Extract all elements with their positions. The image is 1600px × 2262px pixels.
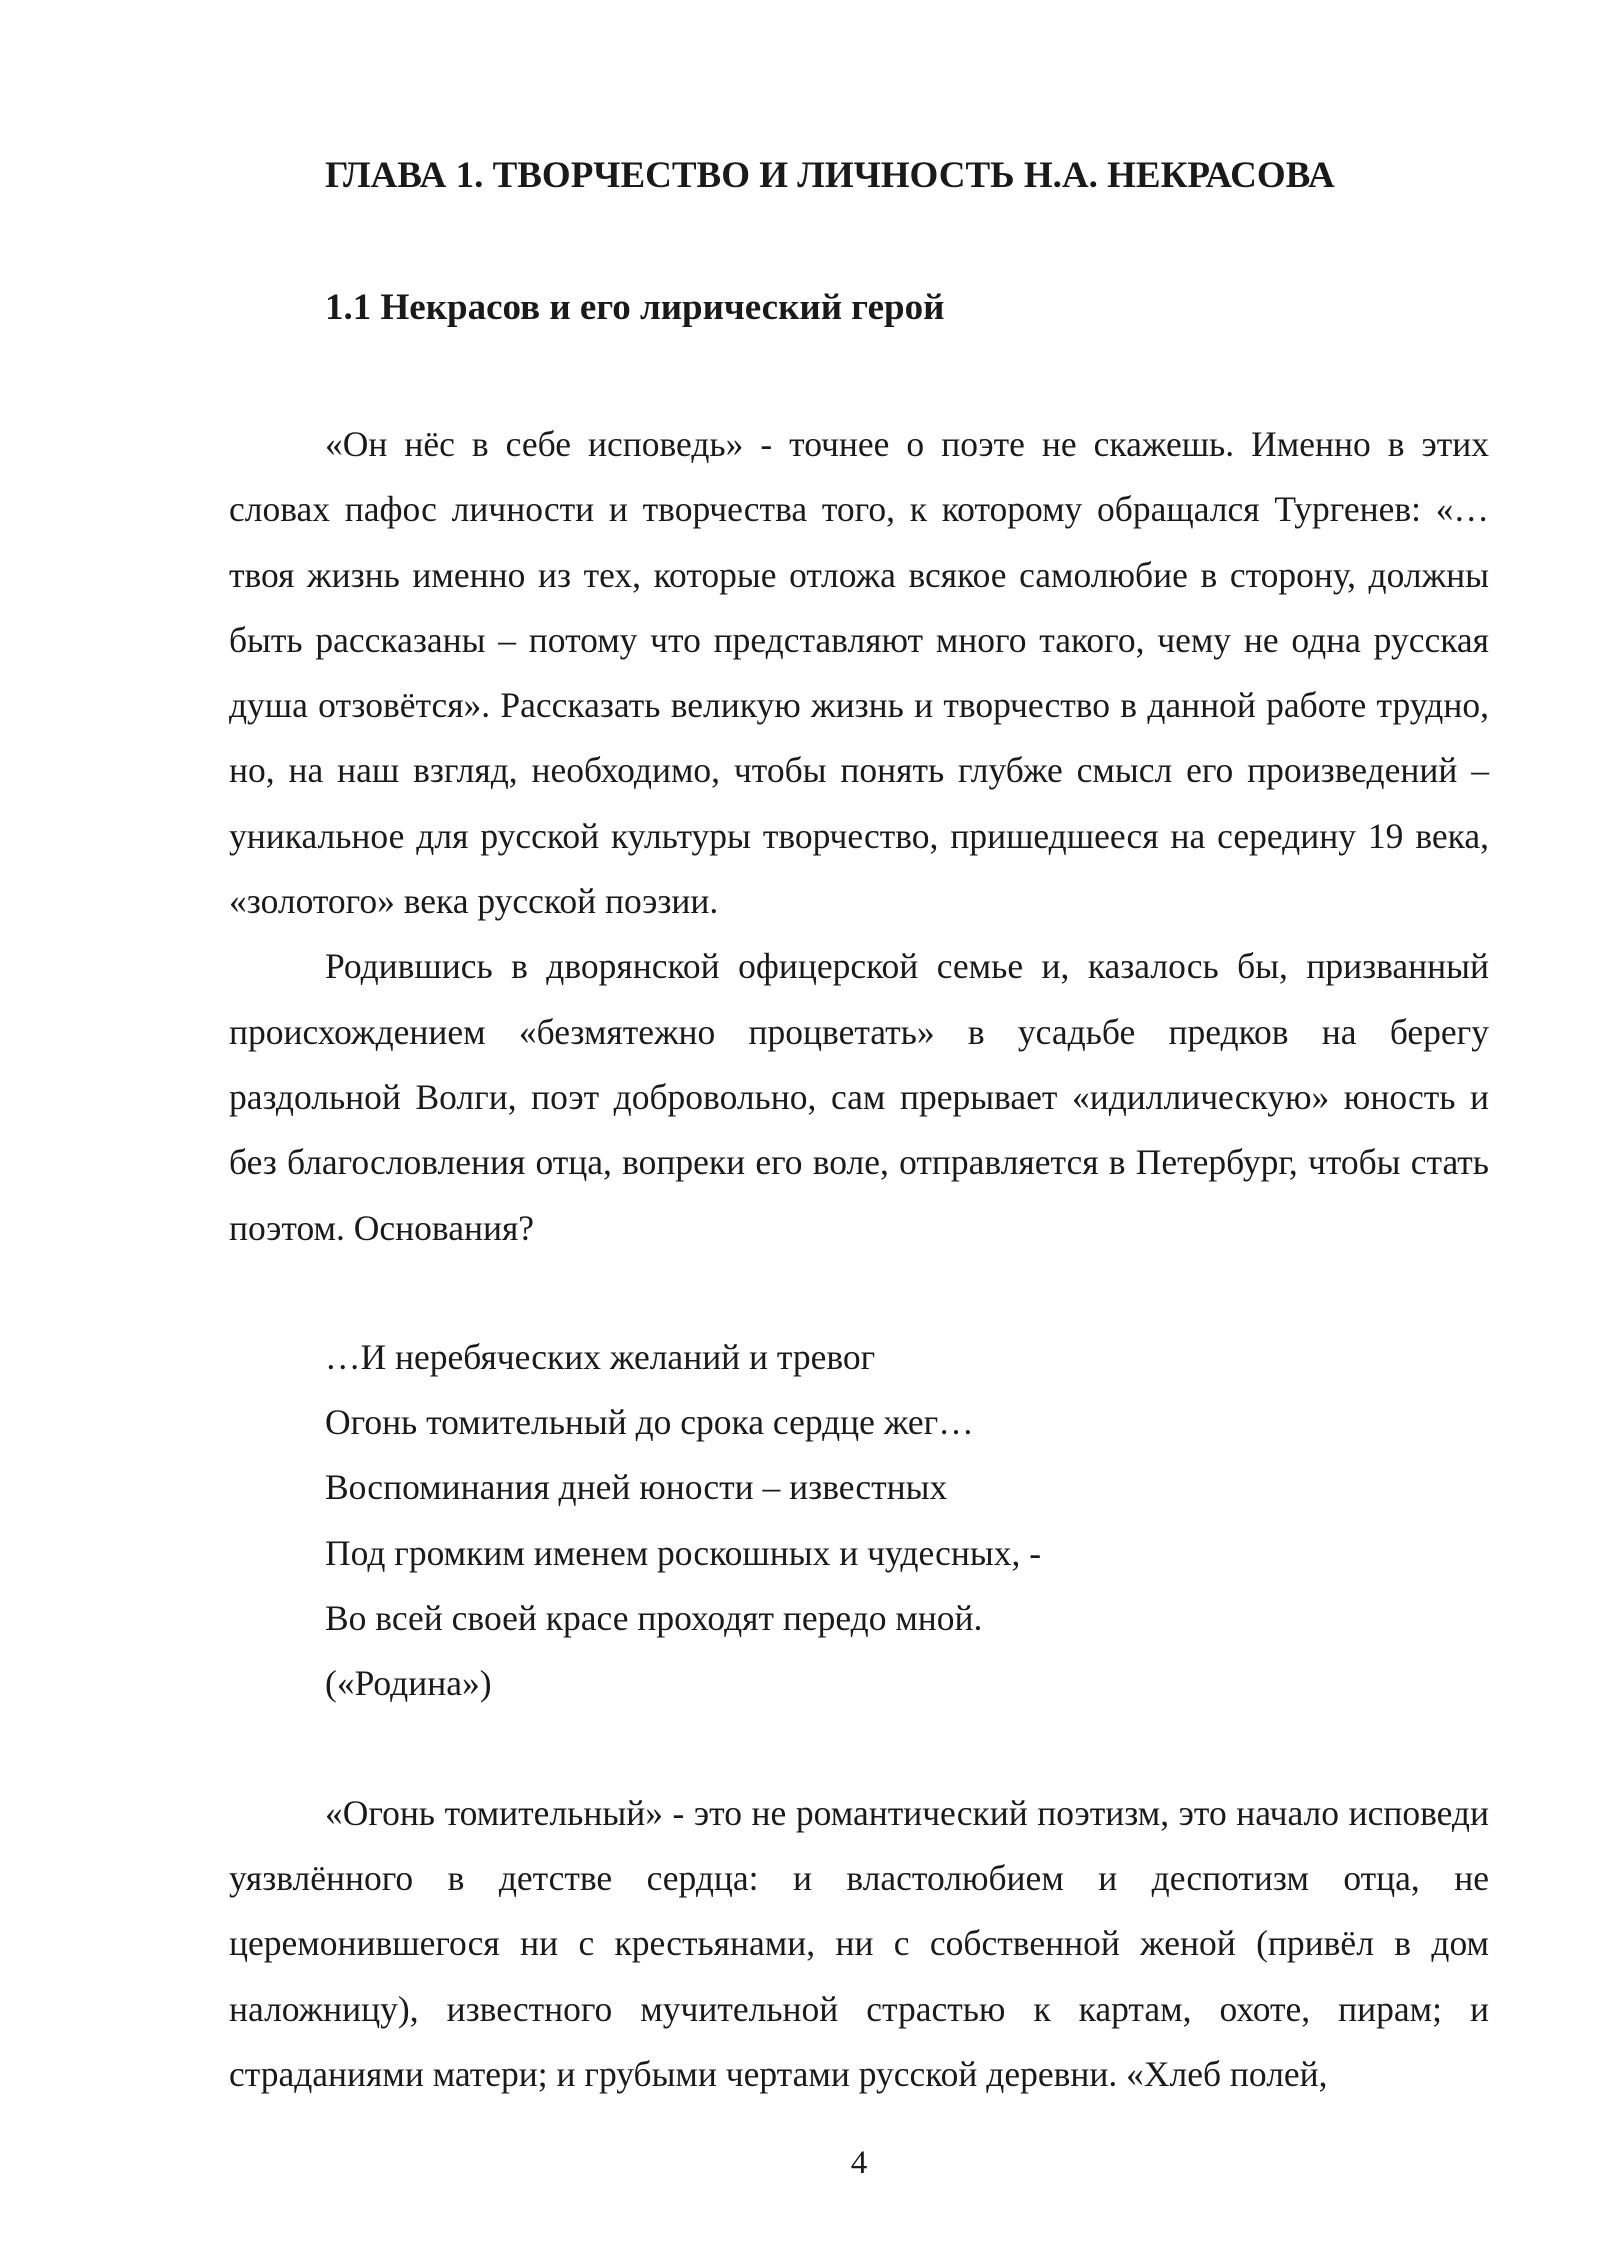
poem-line-1: …И неребяческих желаний и тревог: [325, 1336, 876, 1377]
body-paragraph-1: «Он нёс в себе исповедь» - точнее о поэте не скажешь. Именно в этих словах пафос личности и творчества того, к которому обращался Тургенев: «…твоя жизнь именно из тех, которые отложа всякое самолюбие в сторону, должны быть рассказаны – потому что представляют много такого, чему не одна русская душа отзовётся». Рассказать великую жизнь и творчество в данной работе трудно, но, на наш взгляд, необходимо, чтобы понять глубже смысл его произведений – уникальное для русской культуры творчество, пришедшееся на середину 19 века, «золотого» века русской поэзии.: [229, 424, 1489, 922]
chapter-title: ГЛАВА 1. ТВОРЧЕСТВО И ЛИЧНОСТЬ Н.А. НЕКРАСОВА: [325, 155, 1335, 196]
poem-quote: [325, 1325, 1489, 1717]
poem-line-4: Под громким именем роскошных и чудесных, -: [325, 1532, 1042, 1573]
poem-line-3: Воспоминания дней юности – известных: [325, 1467, 948, 1508]
section-title: 1.1 Некрасов и его лирический герой: [325, 287, 945, 328]
body-paragraph-2: Родившись в дворянской офицерской семье и, казалось бы, призванный происхождением «безмятежно процветать» в усадьбе предков на берегу раздольной Волги, поэт добровольно, сам прерывает «идиллическую» юность и без благословления отца, вопреки его воле, отправляется в Петербург, чтобы стать поэтом. Основания?: [229, 946, 1489, 1248]
poem-line-2: Огонь томительный до срока сердце жег…: [325, 1402, 974, 1443]
poem-source: («Родина»): [325, 1663, 492, 1704]
body-paragraph-3: «Огонь томительный» - это не романтический поэтизм, это начало исповеди уязвлённого в детстве сердца: и властолюбием и деспотизм отца, не церемонившегося ни с крестьянами, ни с собственной женой (привёл в дом наложницу), известного мучительной страстью к картам, охоте, пирам; и страданиями матери; и грубыми чертами русской деревни. «Хлеб полей,: [229, 1792, 1489, 2094]
page-content: [229, 150, 1489, 2107]
page-number: 4: [850, 2145, 868, 2181]
poem-line-5: Во всей своей красе проходят передо мной.: [325, 1598, 983, 1639]
